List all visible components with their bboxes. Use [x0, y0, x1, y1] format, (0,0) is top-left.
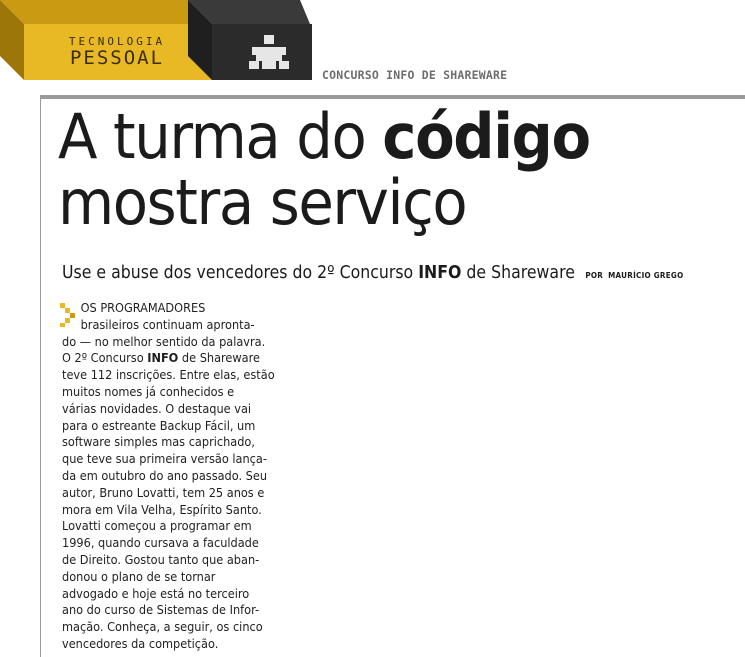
- body-line: software simples mas caprichado,: [62, 435, 255, 450]
- body-line: ano do curso de Sistemas de Infor-: [62, 603, 260, 618]
- body-line: do — no melhor sentido da palavra.: [62, 334, 266, 349]
- body-line: para o estreante Backup Fácil, um: [62, 418, 256, 433]
- headline-regular: A turma do: [58, 100, 383, 173]
- section-name: PESSOAL: [69, 47, 165, 69]
- body-line: 1996, quando cursava a faculdade: [62, 536, 259, 551]
- headline: [58, 100, 690, 239]
- subtitle-before: Use e abuse dos vencedores do 2º Concurso: [62, 263, 419, 283]
- body-line: de Direito. Gostou tanto que aban-: [62, 552, 260, 567]
- body-line: mora em Vila Velha, Espírito Santo.: [62, 502, 262, 517]
- body-line: donou o plano de se tornar: [62, 569, 216, 584]
- byline-prefix: POR: [585, 271, 604, 280]
- body-lead: OS PROGRAMADORES: [80, 301, 206, 315]
- article-body: [62, 300, 276, 653]
- section-label: [22, 36, 212, 68]
- frame-left-line: [40, 95, 41, 657]
- frame-top-line: [40, 95, 745, 99]
- gold-block-top: [0, 0, 212, 24]
- body-line: autor, Bruno Lovatti, tem 25 anos e: [62, 485, 265, 500]
- body-contest-line: [62, 350, 276, 367]
- headline-bold: código: [382, 100, 590, 173]
- body-line: da em outubro do ano passado. Seu: [62, 468, 268, 483]
- body-line: que teve sua primeira versão lança-: [62, 452, 267, 467]
- contest-label: CONCURSO INFO DE SHAREWARE: [322, 68, 508, 82]
- headline-line2: mostra serviço: [58, 166, 467, 239]
- body-line: brasileiros continuam apronta-: [80, 317, 255, 332]
- subtitle: [62, 263, 684, 283]
- body-line: vencedores da competição.: [62, 636, 219, 651]
- contest-line-bold: INFO: [147, 351, 179, 366]
- body-line: teve 112 inscrições. Entre elas, estão: [62, 368, 275, 383]
- body-line: advogado e hoje está no terceiro: [62, 586, 250, 601]
- body-line: várias novidades. O destaque vai: [62, 401, 252, 416]
- section-kicker: TECNOLOGIA: [68, 35, 166, 48]
- contest-line-after: de Shareware: [178, 351, 261, 366]
- body-line: mação. Conheça, a seguir, os cinco: [62, 620, 263, 635]
- body-line: muitos nomes já conhecidos e: [62, 384, 235, 399]
- body-line: Lovatti começou a programar em: [62, 519, 252, 534]
- subtitle-after: de Shareware: [461, 263, 575, 283]
- contest-line-before: O 2º Concurso: [62, 351, 148, 366]
- byline-author: MAURÍCIO GREGO: [608, 271, 684, 280]
- subtitle-bold: INFO: [418, 263, 462, 283]
